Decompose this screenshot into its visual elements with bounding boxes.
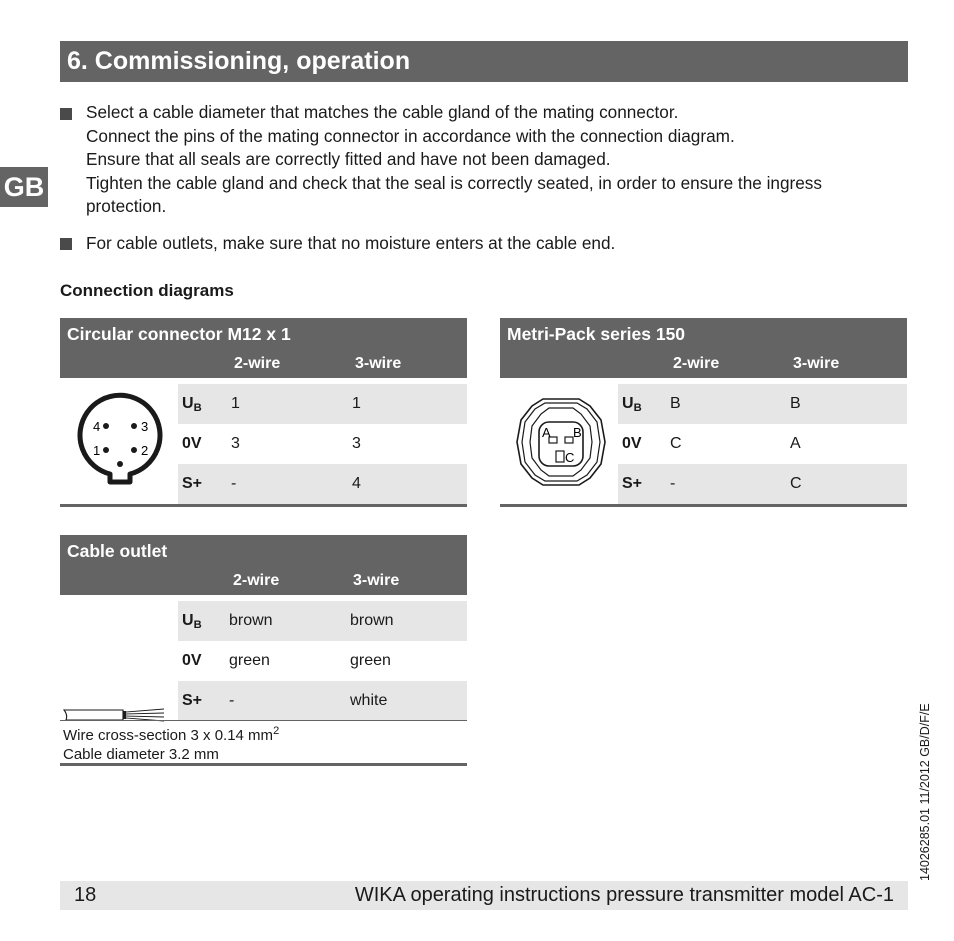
column-header-2-wire: 2-wire	[673, 355, 720, 372]
signal-label: UB	[182, 612, 202, 631]
table-header	[60, 318, 467, 378]
cell-3-wire: 1	[352, 395, 361, 412]
pin-label: 2	[141, 443, 149, 458]
signal-label: 0V	[182, 435, 202, 452]
table-bottom-rule	[60, 504, 467, 507]
signal-label: S+	[182, 692, 203, 709]
cell-2-wire: 3	[231, 435, 240, 452]
cable-spec-note	[63, 722, 279, 764]
table-bottom-rule	[500, 504, 907, 507]
table-row	[178, 641, 467, 681]
cell-3-wire: green	[350, 652, 391, 669]
m12-connector-pinout-icon	[75, 390, 165, 490]
cell-2-wire: -	[231, 475, 237, 492]
pin-label: 1	[93, 443, 101, 458]
pin-label: A	[542, 425, 551, 440]
bullet-line: For cable outlets, make sure that no moisture enters at the cable end.	[86, 233, 616, 253]
table-row	[618, 464, 907, 504]
bullet-line: Ensure that all seals are correctly fitted and have not been damaged.	[86, 149, 611, 169]
bullet-square-icon	[60, 238, 72, 250]
table-title: Cable outlet	[67, 541, 168, 561]
page-number: 18	[74, 884, 97, 906]
language-tab: GB	[0, 167, 48, 207]
table-bottom-rule	[60, 763, 467, 766]
table-row	[178, 384, 467, 424]
table-divider	[60, 720, 467, 721]
signal-label: UB	[182, 395, 202, 414]
table-row	[178, 681, 467, 721]
bullet-line: protection.	[86, 196, 167, 216]
column-header-3-wire: 3-wire	[355, 355, 402, 372]
cell-2-wire: green	[229, 652, 270, 669]
pin-label: B	[573, 425, 582, 440]
signal-label: S+	[182, 475, 203, 492]
table-row	[178, 464, 467, 504]
bullet-square-icon	[60, 108, 72, 120]
cell-2-wire: -	[229, 692, 235, 709]
cell-2-wire: brown	[229, 612, 273, 629]
cell-3-wire: B	[790, 395, 801, 412]
cell-2-wire: -	[670, 475, 676, 492]
table-row	[178, 601, 467, 641]
cable-outlet-table	[60, 535, 467, 767]
superscript: 2	[273, 725, 280, 737]
cell-3-wire: 3	[352, 435, 361, 452]
table-title: Metri-Pack series 150	[507, 324, 686, 344]
cell-2-wire: C	[670, 435, 682, 452]
cell-3-wire: 4	[352, 475, 361, 492]
column-header-3-wire: 3-wire	[793, 355, 840, 372]
signal-label: 0V	[622, 435, 642, 452]
column-header-2-wire: 2-wire	[233, 572, 280, 589]
table-row	[618, 424, 907, 464]
cell-3-wire: white	[350, 692, 388, 709]
page-footer	[60, 881, 908, 910]
bullet-item	[60, 232, 900, 256]
column-header-3-wire: 3-wire	[353, 572, 400, 589]
cell-3-wire: C	[790, 475, 802, 492]
wire-cross-section: Wire cross-section 3 x 0.14 mm	[63, 727, 274, 744]
table-header	[500, 318, 907, 378]
signal-label: S+	[622, 475, 643, 492]
column-header-2-wire: 2-wire	[234, 355, 281, 372]
document-code: 14026285.01 11/2012 GB/D/F/E	[918, 703, 932, 881]
bullet-line: Connect the pins of the mating connector in accordance with the connection diagram.	[86, 125, 735, 146]
pin-label: 3	[141, 419, 149, 434]
bullet-line: Select a cable diameter that matches the cable gland of the mating connector.	[86, 102, 679, 122]
pin-label: 4	[93, 419, 101, 434]
footer-text: WIKA operating instructions pressure transmitter model AC-1	[354, 884, 894, 906]
metripack-connector-pinout-icon	[515, 390, 607, 494]
section-title: 6. Commissioning, operation	[60, 41, 908, 82]
cell-2-wire: 1	[231, 395, 240, 412]
signal-label: UB	[622, 395, 642, 414]
cell-3-wire: A	[790, 435, 801, 452]
cable-diameter: Cable diameter 3.2 mm	[63, 746, 219, 763]
table-header	[60, 535, 467, 595]
bullet-item	[60, 101, 900, 219]
m12-connection-table	[60, 318, 467, 508]
table-title: Circular connector M12 x 1	[67, 324, 291, 344]
pin-label: C	[565, 450, 575, 465]
cell-3-wire: brown	[350, 612, 394, 629]
bullet-line: Tighten the cable gland and check that the seal is correctly seated, in order to ensure the ingress	[86, 172, 822, 193]
signal-label: 0V	[182, 652, 202, 669]
metripack-connection-table	[500, 318, 907, 508]
cell-2-wire: B	[670, 395, 681, 412]
table-row	[618, 384, 907, 424]
table-row	[178, 424, 467, 464]
connection-diagrams-heading: Connection diagrams	[60, 281, 234, 300]
